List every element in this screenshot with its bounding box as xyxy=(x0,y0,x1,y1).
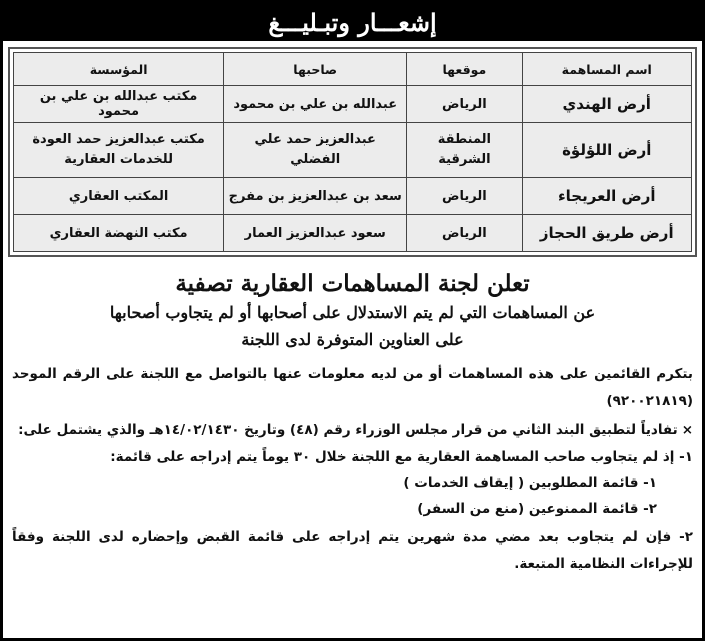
decision-paragraph xyxy=(12,417,693,444)
table-row xyxy=(14,123,692,178)
location-cell: المنطقة الشرقية xyxy=(407,123,522,178)
column-header-location: موقعها xyxy=(407,53,522,86)
share-name-cell: أرض اللؤلؤة xyxy=(522,123,692,178)
table-row xyxy=(14,178,692,215)
subheadline-2: على العناوين المتوفرة لدى اللجنة xyxy=(241,330,464,349)
contact-paragraph: بتكرم القائمين على هذه المساهمات أو من لديه معلومات عنها بالتواصل مع اللجنة على الرقم الموحد (٩٢٠٠٢١٨١٩) xyxy=(12,366,693,409)
notice-body xyxy=(3,257,702,578)
owner-cell: سعود عبدالعزيز العمار xyxy=(224,215,407,252)
sub-item-wanted-list: ١- قائمة المطلوبين ( إيقاف الخدمات ) xyxy=(403,475,657,491)
decision-text: تفادياً لتطبيق البند الثاني من قرار مجلس الوزراء رقم (٤٨) وتاريخ ١٤/٠٢/١٤٣٠هـ والذي يشتمل على: xyxy=(18,422,678,438)
shares-table xyxy=(13,52,692,252)
table-row xyxy=(14,215,692,252)
owner-cell: عبدالله بن علي بن محمود xyxy=(224,86,407,123)
organization-cell: مكتب النهضة العقاري xyxy=(14,215,224,252)
subheadline-1: عن المساهمات التي لم يتم الاستدلال على أصحابها أو لم يتجاوب أصحابها xyxy=(109,303,596,322)
list-item-2: ٢- فإن لم يتجاوب بعد مضي مدة شهرين يتم إدراجه على قائمة القبض وإحضاره لدى اللجنة وفقاً للإجراءات النظامية المتبعة. xyxy=(12,529,693,572)
owner-cell: عبدالعزيز حمد علي الفضلي xyxy=(224,123,407,178)
share-name-cell: أرض طريق الحجاز xyxy=(522,215,692,252)
owner-cell: سعد بن عبدالعزيز بن مفرج xyxy=(224,178,407,215)
multiply-bullet-icon: × xyxy=(681,422,693,438)
share-name-cell: أرض الهندي xyxy=(522,86,692,123)
notice-title: إشعـــار وتبـليـــغ xyxy=(268,7,437,37)
shares-table-frame xyxy=(8,47,697,257)
notice-title-bar xyxy=(3,3,702,41)
location-cell: الرياض xyxy=(407,215,522,252)
table-header-row xyxy=(14,53,692,86)
organization-cell: المكتب العقاري xyxy=(14,178,224,215)
organization-cell: مكتب عبدالله بن علي بن محمود xyxy=(14,86,224,123)
column-header-share-name: اسم المساهمة xyxy=(522,53,692,86)
organization-cell: مكتب عبدالعزيز حمد العودة للخدمات العقارية xyxy=(14,123,224,178)
location-cell: الرياض xyxy=(407,86,522,123)
sub-item-travel-ban-list: ٢- قائمة الممنوعين (منع من السفر) xyxy=(417,501,657,517)
share-name-cell: أرض العريجاء xyxy=(522,178,692,215)
column-header-organization: المؤسسة xyxy=(14,53,224,86)
table-row xyxy=(14,86,692,123)
location-cell: الرياض xyxy=(407,178,522,215)
list-item-1: ١- إذ لم يتجاوب صاحب المساهمة العقارية مع اللجنة خلال ٣٠ يوماً يتم إدراجه على قائمة: xyxy=(110,449,693,465)
headline: تعلن لجنة المساهمات العقارية تصفية xyxy=(175,270,530,297)
column-header-owner: صاحبها xyxy=(224,53,407,86)
